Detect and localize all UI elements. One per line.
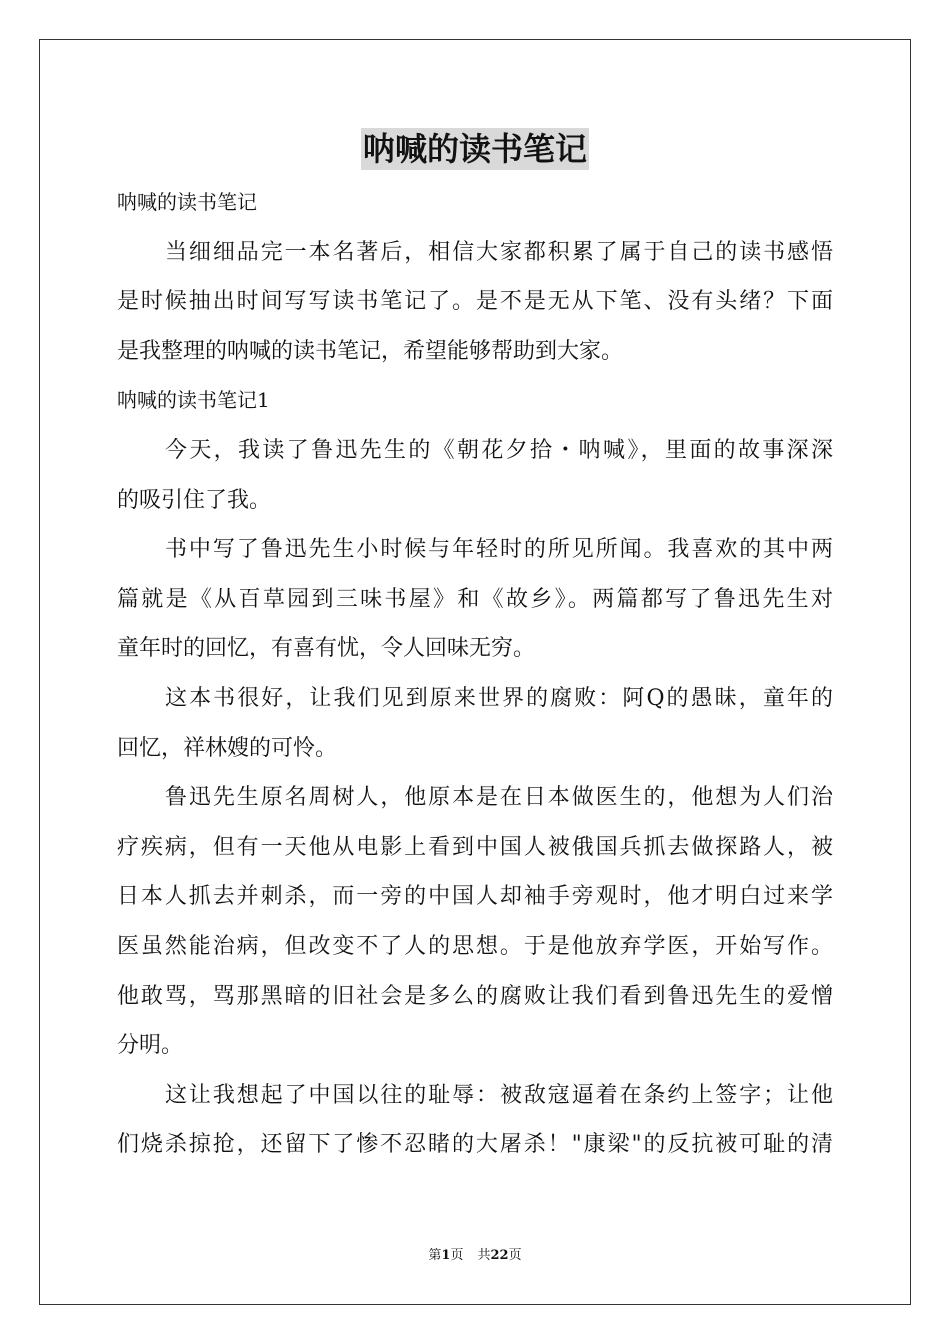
text-line: 是时候抽出时间写写读书笔记了。是不是无从下笔、没有头绪？下面 xyxy=(117,289,833,315)
text-line: 的吸引住了我。 xyxy=(117,487,272,513)
title-container xyxy=(0,128,950,170)
text-line: 这本书很好，让我们见到原来世界的腐败：阿Q的愚昧，童年的 xyxy=(165,685,833,711)
footer-total-suffix: 页 xyxy=(508,1248,522,1263)
text-line: 鲁迅先生原名周树人，他原本是在日本做医生的，他想为人们治 xyxy=(165,785,833,811)
text-line: 童年时的回忆，有喜有忧，令人回味无穷。 xyxy=(117,636,536,662)
section-heading: 呐喊的读书笔记 xyxy=(117,190,257,214)
document-title: 呐喊的读书笔记 xyxy=(362,130,587,168)
text-line: 当细细品完一本名著后，相信大家都积累了属于自己的读书感悟 xyxy=(165,239,833,265)
text-line: 篇就是《从百草园到三味书屋》和《故乡》。两篇都写了鲁迅先生对 xyxy=(117,586,833,612)
text-line: 疗疾病，但有一天他从电影上看到中国人被俄国兵抓去做探路人，被 xyxy=(117,834,833,860)
text-line: 今天，我读了鲁迅先生的《朝花夕拾・呐喊》，里面的故事深深 xyxy=(165,437,833,463)
footer-total-prefix: 共 xyxy=(477,1248,491,1263)
footer-page-number: 1 xyxy=(441,1248,451,1263)
footer-page-prefix: 第 xyxy=(428,1248,442,1263)
footer-total-pages: 22 xyxy=(490,1248,509,1263)
footer-page-suffix: 页 xyxy=(450,1248,464,1263)
document-body xyxy=(117,178,833,1170)
text-line: 他敢骂，骂那黑暗的旧社会是多么的腐败让我们看到鲁迅先生的爱憎 xyxy=(117,983,833,1009)
text-line: 这让我想起了中国以往的耻辱：被敌寇逼着在条约上签字；让他 xyxy=(165,1082,833,1108)
text-line: 书中写了鲁迅先生小时候与年轻时的所见所闻。我喜欢的其中两 xyxy=(165,537,833,563)
text-line: 分明。 xyxy=(117,1033,184,1059)
page-footer xyxy=(0,1246,950,1266)
text-line: 回忆，祥林嫂的可怜。 xyxy=(117,735,338,761)
text-line: 医虽然能治病，但改变不了人的思想。于是他放弃学医，开始写作。 xyxy=(117,933,833,959)
section-heading: 呐喊的读书笔记1 xyxy=(117,388,270,413)
text-line: 是我整理的呐喊的读书笔记，希望能够帮助到大家。 xyxy=(117,338,624,364)
text-line: 日本人抓去并刺杀，而一旁的中国人却袖手旁观时，他才明白过来学 xyxy=(117,884,833,910)
text-line: 们烧杀掠抢，还留下了惨不忍睹的大屠杀！"康梁"的反抗被可耻的清 xyxy=(117,1132,833,1158)
